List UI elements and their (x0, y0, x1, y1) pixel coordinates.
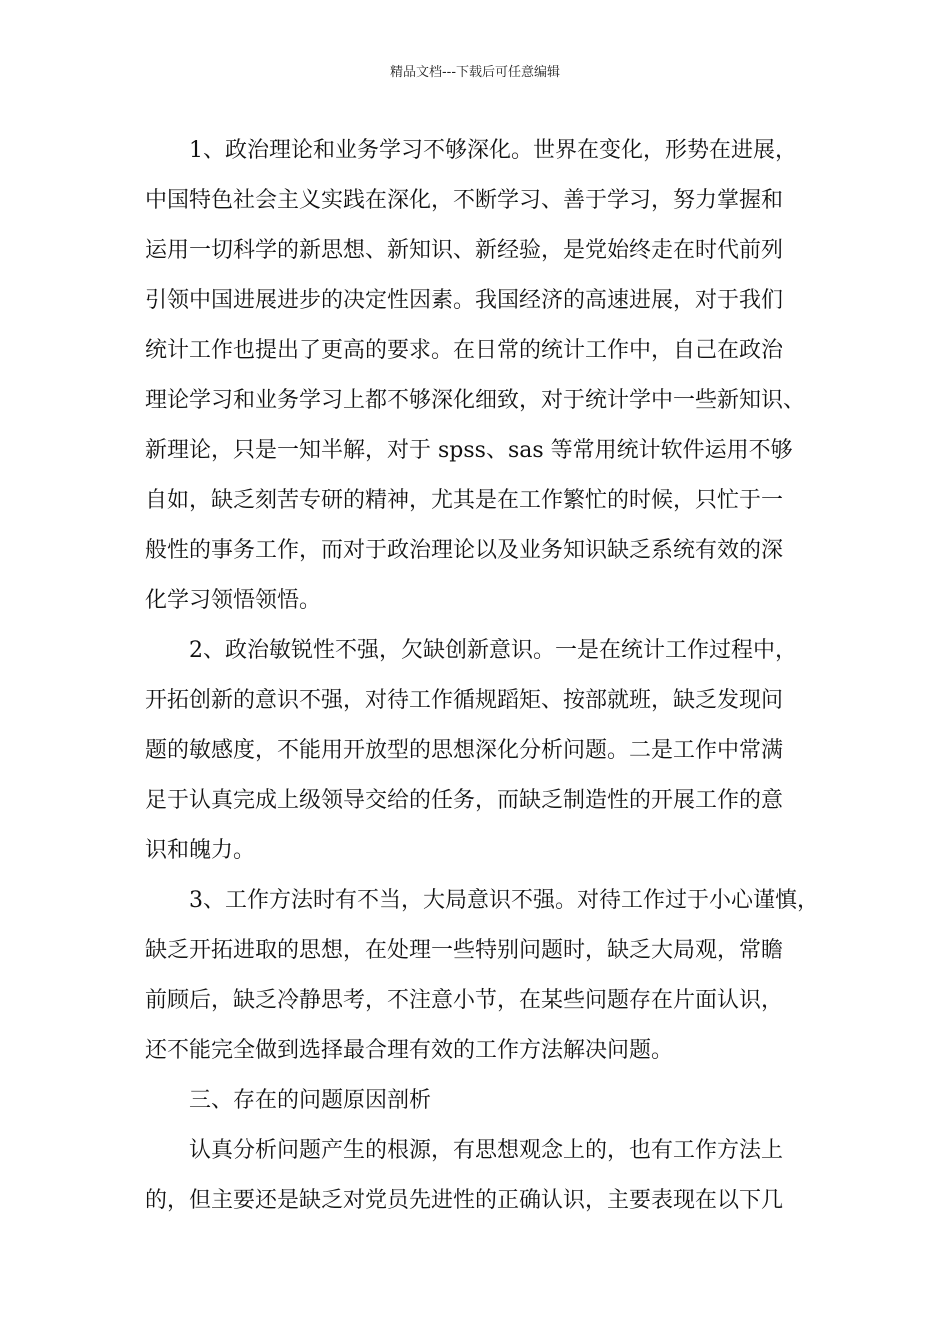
paragraph-line: 的，但主要还是缺乏对党员先进性的正确认识，主要表现在以下几 (145, 1188, 784, 1213)
paragraph-line: 识和魄力。 (145, 838, 256, 863)
section-heading: 三、存在的问题原因剖析 (189, 1088, 432, 1113)
paragraph-line: 般性的事务工作，而对于政治理论以及业务知识缺乏系统有效的深 (145, 538, 784, 563)
paragraph-line: 认真分析问题产生的根源，有思想观念上的，也有工作方法上 (189, 1138, 784, 1163)
paragraph-line: 开拓创新的意识不强，对待工作循规蹈矩、按部就班，缺乏发现问 (145, 688, 784, 713)
paragraph-line: 化学习领悟领悟。 (145, 588, 322, 613)
paragraph-line: 前顾后，缺乏冷静思考，不注意小节，在某些问题存在片面认识， (145, 988, 784, 1013)
paragraph-line: 缺乏开拓进取的思想，在处理一些特别问题时，缺乏大局观，常瞻 (145, 938, 784, 963)
paragraph-line: 足于认真完成上级领导交给的任务，而缺乏制造性的开展工作的意 (145, 788, 784, 813)
paragraph-line: 题的敏感度，不能用开放型的思想深化分析问题。二是工作中常满 (145, 738, 784, 763)
paragraph-line: 2、政治敏锐性不强，欠缺创新意识。一是在统计工作过程中， (189, 638, 797, 663)
paragraph-line: 引领中国进展进步的决定性因素。我国经济的高速进展，对于我们 (145, 288, 784, 313)
paragraph-line: 1、政治理论和业务学习不够深化。世界在变化，形势在进展， (189, 138, 797, 163)
paragraph-line: 3、工作方法时有不当，大局意识不强。对待工作过于小心谨慎， (189, 888, 819, 913)
paragraph-line: 统计工作也提出了更高的要求。在日常的统计工作中，自己在政治 (145, 338, 784, 363)
paragraph-line: 还不能完全做到选择最合理有效的工作方法解决问题。 (145, 1038, 674, 1063)
page-header: 精品文档---下载后可任意编辑 (389, 65, 561, 80)
paragraph-line: 新理论，只是一知半解，对于 spss、sas 等常用统计软件运用不够 (145, 438, 793, 463)
paragraph-line: 理论学习和业务学习上都不够深化细致，对于统计学中一些新知识、 (145, 388, 806, 413)
paragraph-line: 自如，缺乏刻苦专研的精神，尤其是在工作繁忙的时候，只忙于一 (145, 488, 784, 513)
document-body (145, 126, 819, 1226)
paragraph-line: 中国特色社会主义实践在深化，不断学习、善于学习，努力掌握和 (145, 188, 784, 213)
paragraph-line: 运用一切科学的新思想、新知识、新经验，是党始终走在时代前列 (145, 238, 784, 263)
